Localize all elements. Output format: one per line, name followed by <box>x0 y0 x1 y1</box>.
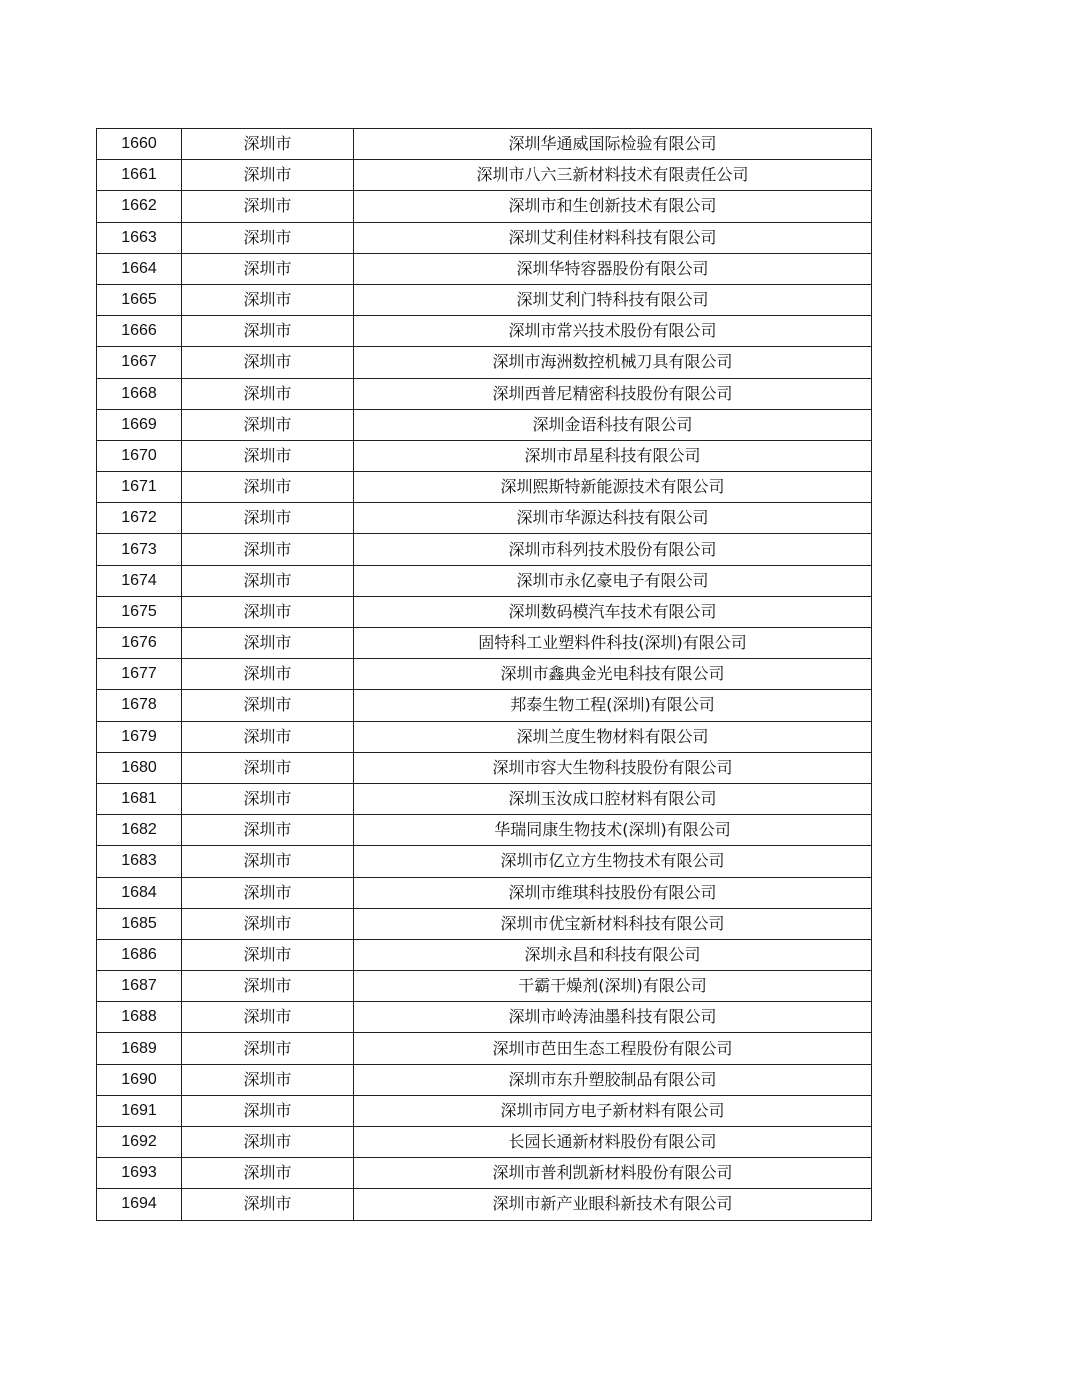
company-name-cell: 深圳市华源达科技有限公司 <box>354 503 872 534</box>
company-name-cell: 华瑞同康生物技术(深圳)有限公司 <box>354 815 872 846</box>
row-number-cell: 1664 <box>97 253 182 284</box>
company-name-cell: 长园长通新材料股份有限公司 <box>354 1127 872 1158</box>
row-number-cell: 1681 <box>97 783 182 814</box>
company-name-cell: 深圳市亿立方生物技术有限公司 <box>354 846 872 877</box>
company-name-cell: 干霸干燥剂(深圳)有限公司 <box>354 971 872 1002</box>
city-cell: 深圳市 <box>182 316 354 347</box>
table-row <box>97 565 872 596</box>
table-row <box>97 1064 872 1095</box>
table-row <box>97 1095 872 1126</box>
row-number-cell: 1671 <box>97 472 182 503</box>
table-row <box>97 409 872 440</box>
table-row <box>97 971 872 1002</box>
table-row <box>97 659 872 690</box>
table-row <box>97 846 872 877</box>
company-name-cell: 深圳市永亿豪电子有限公司 <box>354 565 872 596</box>
company-name-cell: 深圳艾利门特科技有限公司 <box>354 284 872 315</box>
table-row <box>97 378 872 409</box>
table-row <box>97 347 872 378</box>
company-name-cell: 深圳永昌和科技有限公司 <box>354 939 872 970</box>
company-name-cell: 深圳数码模汽车技术有限公司 <box>354 596 872 627</box>
company-name-cell: 深圳金语科技有限公司 <box>354 409 872 440</box>
table-row <box>97 129 872 160</box>
company-name-cell: 固特科工业塑料件科技(深圳)有限公司 <box>354 628 872 659</box>
row-number-cell: 1672 <box>97 503 182 534</box>
city-cell: 深圳市 <box>182 752 354 783</box>
row-number-cell: 1666 <box>97 316 182 347</box>
city-cell: 深圳市 <box>182 1158 354 1189</box>
table-row <box>97 534 872 565</box>
company-name-cell: 深圳市优宝新材料科技有限公司 <box>354 908 872 939</box>
row-number-cell: 1661 <box>97 160 182 191</box>
company-name-cell: 邦泰生物工程(深圳)有限公司 <box>354 690 872 721</box>
row-number-cell: 1684 <box>97 877 182 908</box>
city-cell: 深圳市 <box>182 440 354 471</box>
city-cell: 深圳市 <box>182 191 354 222</box>
company-name-cell: 深圳市鑫典金光电科技有限公司 <box>354 659 872 690</box>
city-cell: 深圳市 <box>182 534 354 565</box>
city-cell: 深圳市 <box>182 503 354 534</box>
company-name-cell: 深圳市科列技术股份有限公司 <box>354 534 872 565</box>
company-name-cell: 深圳熙斯特新能源技术有限公司 <box>354 472 872 503</box>
city-cell: 深圳市 <box>182 222 354 253</box>
company-name-cell: 深圳兰度生物材料有限公司 <box>354 721 872 752</box>
city-cell: 深圳市 <box>182 129 354 160</box>
table-row <box>97 628 872 659</box>
table-row <box>97 752 872 783</box>
company-list-table <box>96 128 872 1221</box>
city-cell: 深圳市 <box>182 284 354 315</box>
city-cell: 深圳市 <box>182 908 354 939</box>
table-row <box>97 222 872 253</box>
row-number-cell: 1678 <box>97 690 182 721</box>
city-cell: 深圳市 <box>182 565 354 596</box>
row-number-cell: 1673 <box>97 534 182 565</box>
row-number-cell: 1685 <box>97 908 182 939</box>
row-number-cell: 1667 <box>97 347 182 378</box>
city-cell: 深圳市 <box>182 160 354 191</box>
company-name-cell: 深圳市海洲数控机械刀具有限公司 <box>354 347 872 378</box>
company-name-cell: 深圳市芭田生态工程股份有限公司 <box>354 1033 872 1064</box>
city-cell: 深圳市 <box>182 347 354 378</box>
row-number-cell: 1691 <box>97 1095 182 1126</box>
row-number-cell: 1689 <box>97 1033 182 1064</box>
city-cell: 深圳市 <box>182 971 354 1002</box>
table-row <box>97 1033 872 1064</box>
company-name-cell: 深圳市东升塑胶制品有限公司 <box>354 1064 872 1095</box>
company-name-cell: 深圳市和生创新技术有限公司 <box>354 191 872 222</box>
table-row <box>97 160 872 191</box>
table-row <box>97 1189 872 1220</box>
company-name-cell: 深圳市八六三新材料技术有限责任公司 <box>354 160 872 191</box>
city-cell: 深圳市 <box>182 1033 354 1064</box>
company-name-cell: 深圳华通威国际检验有限公司 <box>354 129 872 160</box>
table-row <box>97 1127 872 1158</box>
row-number-cell: 1682 <box>97 815 182 846</box>
table-row <box>97 596 872 627</box>
row-number-cell: 1668 <box>97 378 182 409</box>
company-name-cell: 深圳市维琪科技股份有限公司 <box>354 877 872 908</box>
row-number-cell: 1690 <box>97 1064 182 1095</box>
company-name-cell: 深圳市同方电子新材料有限公司 <box>354 1095 872 1126</box>
company-name-cell: 深圳华特容器股份有限公司 <box>354 253 872 284</box>
city-cell: 深圳市 <box>182 846 354 877</box>
table-row <box>97 1002 872 1033</box>
row-number-cell: 1663 <box>97 222 182 253</box>
row-number-cell: 1680 <box>97 752 182 783</box>
city-cell: 深圳市 <box>182 378 354 409</box>
city-cell: 深圳市 <box>182 253 354 284</box>
city-cell: 深圳市 <box>182 1127 354 1158</box>
table-body <box>97 129 872 1221</box>
table-row <box>97 877 872 908</box>
row-number-cell: 1674 <box>97 565 182 596</box>
city-cell: 深圳市 <box>182 690 354 721</box>
row-number-cell: 1692 <box>97 1127 182 1158</box>
table-row <box>97 815 872 846</box>
row-number-cell: 1677 <box>97 659 182 690</box>
company-name-cell: 深圳艾利佳材料科技有限公司 <box>354 222 872 253</box>
row-number-cell: 1686 <box>97 939 182 970</box>
company-name-cell: 深圳市常兴技术股份有限公司 <box>354 316 872 347</box>
city-cell: 深圳市 <box>182 783 354 814</box>
company-name-cell: 深圳西普尼精密科技股份有限公司 <box>354 378 872 409</box>
row-number-cell: 1693 <box>97 1158 182 1189</box>
table-row <box>97 440 872 471</box>
table-row <box>97 503 872 534</box>
city-cell: 深圳市 <box>182 409 354 440</box>
row-number-cell: 1669 <box>97 409 182 440</box>
table-row <box>97 690 872 721</box>
row-number-cell: 1687 <box>97 971 182 1002</box>
row-number-cell: 1694 <box>97 1189 182 1220</box>
row-number-cell: 1679 <box>97 721 182 752</box>
table-row <box>97 253 872 284</box>
city-cell: 深圳市 <box>182 628 354 659</box>
company-name-cell: 深圳玉汝成口腔材料有限公司 <box>354 783 872 814</box>
row-number-cell: 1660 <box>97 129 182 160</box>
company-name-cell: 深圳市岭涛油墨科技有限公司 <box>354 1002 872 1033</box>
company-name-cell: 深圳市容大生物科技股份有限公司 <box>354 752 872 783</box>
row-number-cell: 1662 <box>97 191 182 222</box>
row-number-cell: 1683 <box>97 846 182 877</box>
table-row <box>97 908 872 939</box>
company-name-cell: 深圳市昂星科技有限公司 <box>354 440 872 471</box>
city-cell: 深圳市 <box>182 1002 354 1033</box>
row-number-cell: 1676 <box>97 628 182 659</box>
city-cell: 深圳市 <box>182 1189 354 1220</box>
table-row <box>97 939 872 970</box>
row-number-cell: 1675 <box>97 596 182 627</box>
row-number-cell: 1665 <box>97 284 182 315</box>
city-cell: 深圳市 <box>182 596 354 627</box>
row-number-cell: 1670 <box>97 440 182 471</box>
city-cell: 深圳市 <box>182 721 354 752</box>
city-cell: 深圳市 <box>182 815 354 846</box>
city-cell: 深圳市 <box>182 659 354 690</box>
table-row <box>97 472 872 503</box>
table-row <box>97 783 872 814</box>
company-name-cell: 深圳市普利凯新材料股份有限公司 <box>354 1158 872 1189</box>
table-row <box>97 316 872 347</box>
city-cell: 深圳市 <box>182 939 354 970</box>
company-name-cell: 深圳市新产业眼科新技术有限公司 <box>354 1189 872 1220</box>
city-cell: 深圳市 <box>182 1064 354 1095</box>
row-number-cell: 1688 <box>97 1002 182 1033</box>
city-cell: 深圳市 <box>182 877 354 908</box>
table-row <box>97 1158 872 1189</box>
table-row <box>97 284 872 315</box>
table-row <box>97 191 872 222</box>
city-cell: 深圳市 <box>182 472 354 503</box>
table-row <box>97 721 872 752</box>
city-cell: 深圳市 <box>182 1095 354 1126</box>
